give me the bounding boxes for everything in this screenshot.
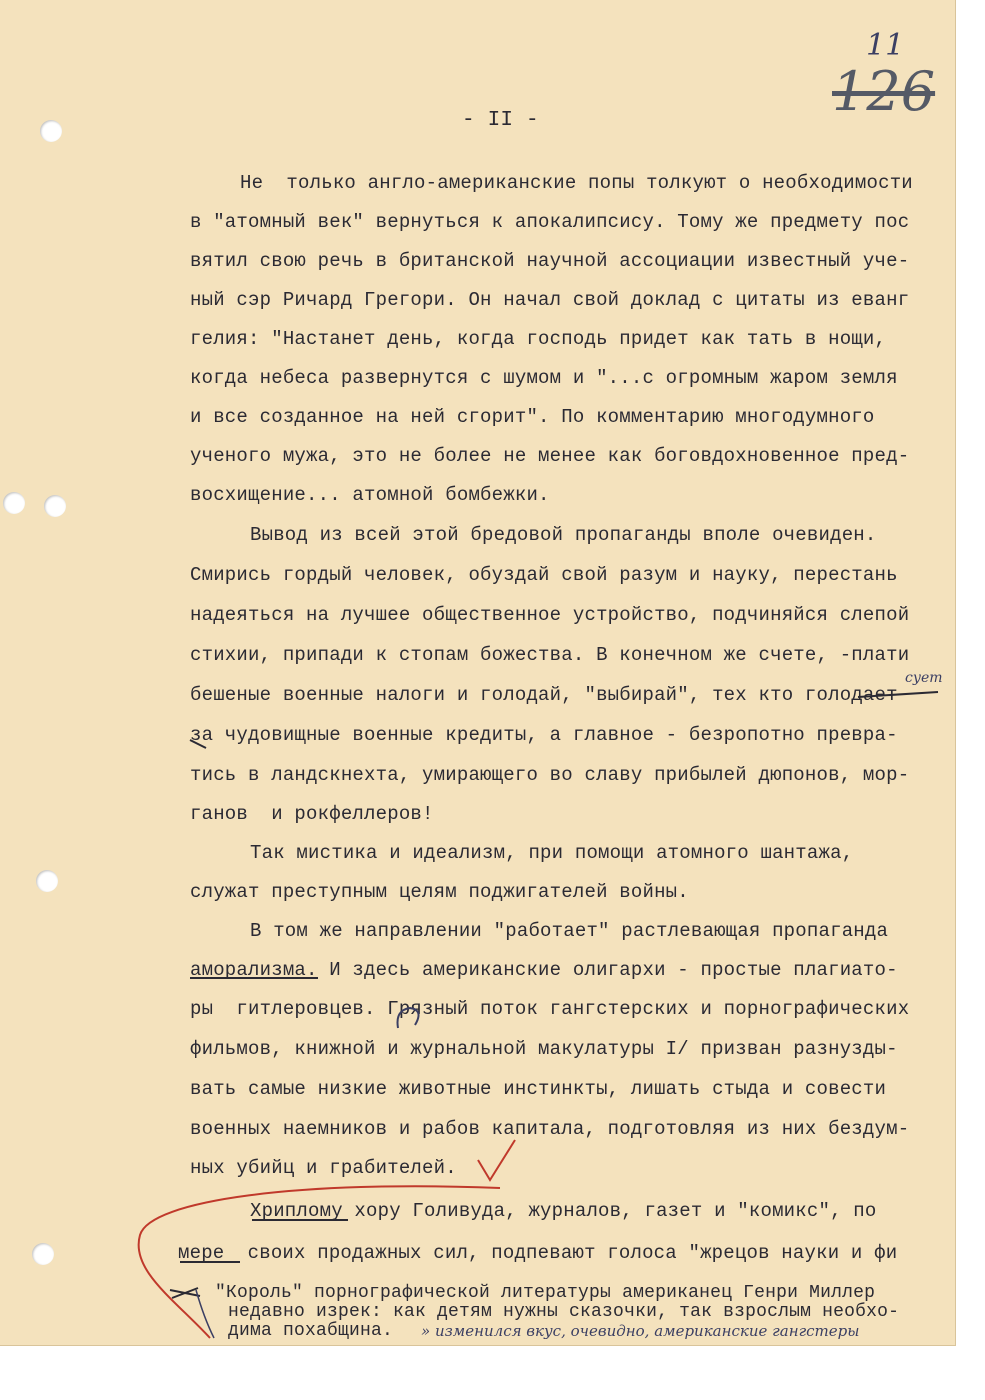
body-line: Вывод из всей этой бредовой пропаганды вполе очевиден.: [250, 524, 877, 546]
punch-hole: [36, 870, 58, 892]
body-line: в "атомный век" вернуться к апокалипсису. Тому же предмету пос: [190, 211, 910, 233]
body-line: Так мистика и идеализм, при помощи атомного шантажа,: [250, 842, 854, 864]
body-line: фильмов, книжной и журнальной макулатуры I/ призван разнузды-: [190, 1038, 898, 1060]
body-line: ры гитлеровцев. Грязный поток гангстерских и порнографических: [190, 998, 910, 1020]
archive-number: 11: [866, 28, 905, 63]
body-line: аморализма. И здесь американские олигархи - простые плагиато-: [190, 959, 898, 981]
body-line: бешеные военные налоги и голодай, "выбирай", тех кто голодает: [190, 684, 898, 706]
body-line: надеяться на лучшее общественное устройство, подчиняйся слепой: [190, 604, 910, 626]
handwritten-note: » изменился вкус, очевидно, американские гангстеры: [421, 1322, 860, 1340]
page-number: - II -: [462, 109, 539, 132]
body-line: военных наемников и рабов капитала, подготовляя из них бездум-: [190, 1118, 910, 1140]
footnote-line: недавно изрек: как детям нужны сказочки, так взрослым необхо-: [228, 1302, 900, 1322]
body-line: ный сэр Ричард Грегори. Он начал свой доклад с цитаты из еванг: [190, 289, 910, 311]
body-line: и все созданное на ней сгорит". По комментарию многодумного: [190, 406, 875, 428]
body-line: ученого мужа, это не более не менее как боговдохновенное пред-: [190, 445, 910, 467]
body-line: вать самые низкие животные инстинкты, лишать стыда и совести: [190, 1078, 887, 1100]
punch-hole: [44, 495, 66, 517]
body-line: тись в ландскнехта, умирающего во славу прибылей дюпонов, мор-: [190, 764, 910, 786]
body-line: В том же направлении "работает" растлевающая пропаганда: [250, 920, 889, 942]
body-line: мере своих продажных сил, подпевают голоса "жрецов науки и фи: [178, 1242, 898, 1264]
body-line: восхищение... атомной бомбежки.: [190, 484, 550, 506]
body-line: когда небеса развернутся с шумом и "...с огромным жаром земля: [190, 367, 898, 389]
body-line: гелия: "Настанет день, когда господь придет как тать в нощи,: [190, 328, 887, 350]
body-line: ных убийц и грабителей.: [190, 1157, 457, 1179]
punch-hole: [40, 120, 62, 142]
footnote-line: дима похабщина.: [228, 1321, 394, 1341]
body-line: стихии, припади к стопам божества. В конечном же счете, -плати: [190, 644, 910, 666]
body-line: Не только англо-американские попы толкуют о необходимости: [240, 172, 913, 194]
body-line: за чудовищные военные кредиты, а главное - безропотно превра-: [190, 724, 898, 746]
body-line: Смирись гордый человек, обуздай свой разум и науку, перестань: [190, 564, 898, 586]
archive-number-crossed: 126: [832, 60, 936, 123]
footnote-line: "Король" порнографической литературы американец Генри Миллер: [215, 1283, 876, 1303]
body-line: Хриплому хору Голивуда, журналов, газет и "комикс", по: [250, 1200, 877, 1222]
body-line: вятил свою речь в британской научной ассоциации известный уче-: [190, 250, 910, 272]
punch-hole: [32, 1243, 54, 1265]
punch-hole: [3, 492, 25, 514]
body-line: служат преступным целям поджигателей войны.: [190, 881, 689, 903]
handwritten-correction: сует: [905, 670, 943, 686]
body-line: ганов и рокфеллеров!: [190, 803, 434, 825]
